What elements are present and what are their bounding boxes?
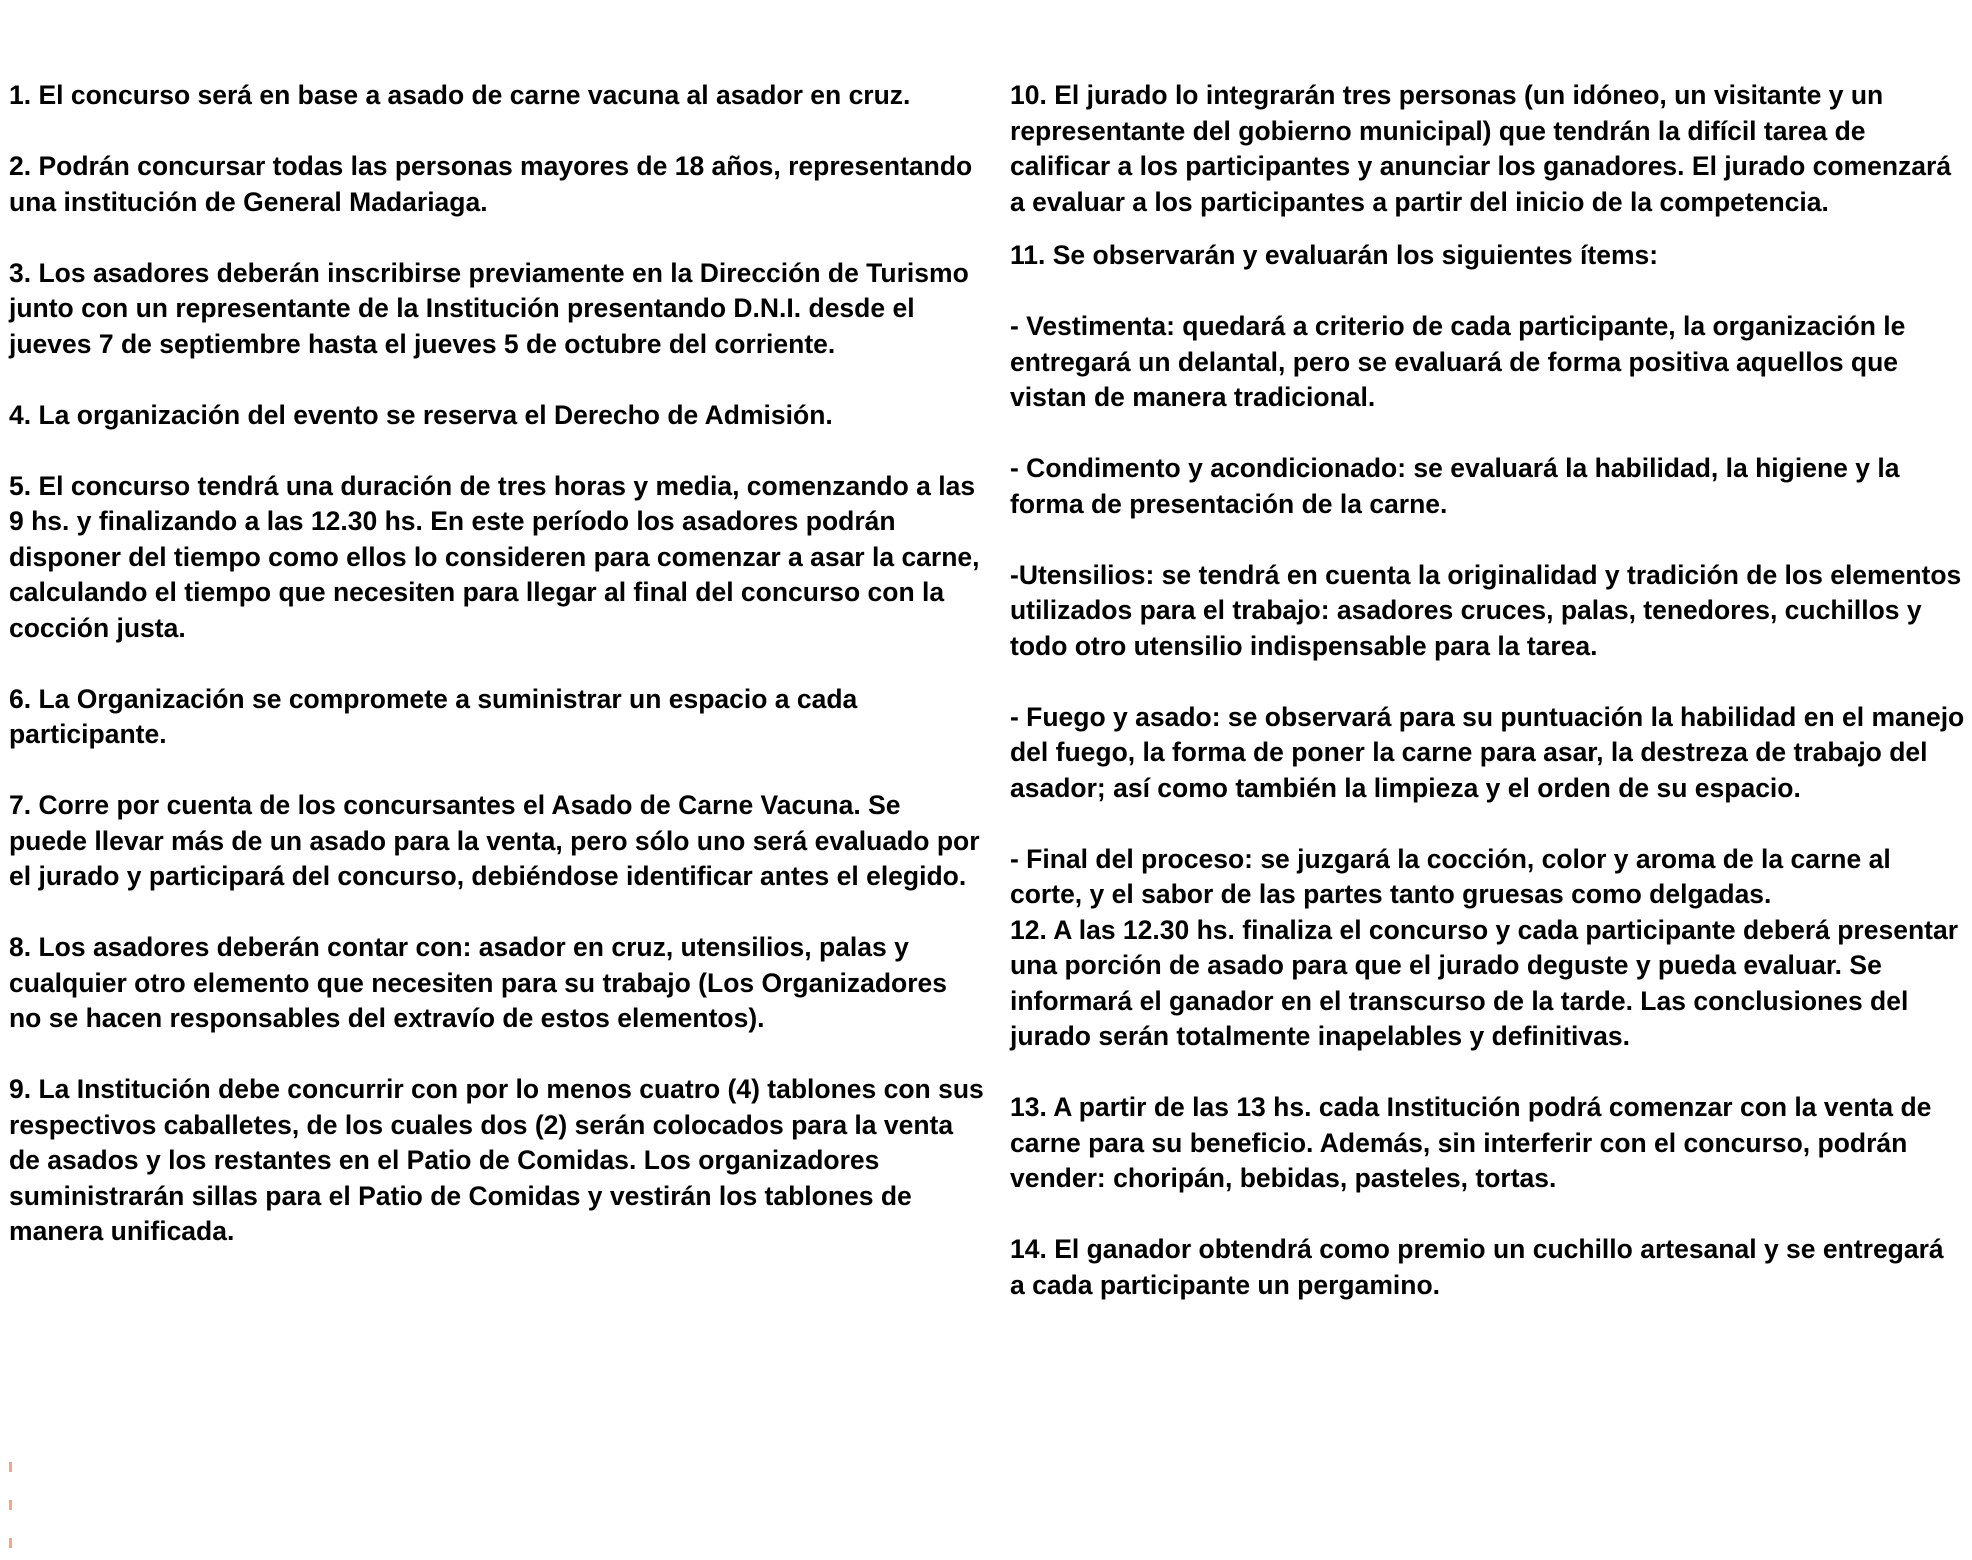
item-condimento: - Condimento y acondicionado: se evaluará la habilidad, la higiene y la forma de presentación de la carne. xyxy=(1010,453,1900,519)
item-vestimenta: - Vestimenta: quedará a criterio de cada participante, la organización le entregará un delantal, pero se evaluará de forma positiva aquellos que vistan de manera tradicional. xyxy=(1010,311,1906,412)
rule-9: 9. La Institución debe concurrir con por lo menos cuatro (4) tablones con sus respectivos caballetes, de los cuales dos (2) serán colocados para la venta de asados y los restantes en el Patio de Comidas. Los organizadores suministrarán sillas para el Patio de Comidas y vestirán los tablones de manera unificada. xyxy=(9,1074,984,1246)
rule-3: 3. Los asadores deberán inscribirse previamente en la Dirección de Turismo junto con un representante de la Institución presentando D.N.I. desde el jueves 7 de septiembre hasta el jueves 5 de octubre del corriente. xyxy=(9,257,969,359)
rule-12: 12. A las 12.30 hs. finaliza el concurso y cada participante deberá presentar una porción de asado para que el jurado deguste y pueda evaluar. Se informará el ganador en el transcurso de la tarde. Las conclusiones del jurado serán totalmente inapelables y definitivas. xyxy=(1010,914,1959,1051)
rule-6: 6. La Organización se compromete a suministrar un espacio a cada participante. xyxy=(9,683,858,749)
edge-mark xyxy=(9,1462,12,1472)
item-utensilios: -Utensilios: se tendrá en cuenta la originalidad y tradición de los elementos utilizados para el trabajo: asadores cruces, palas, tenedores, cuchillos y todo otro utensilio indispensable para la tarea. xyxy=(1010,559,1962,661)
rule-1: 1. El concurso será en base a asado de carne vacuna al asador en cruz. xyxy=(9,80,911,110)
rule-10: 10. El jurado lo integrarán tres personas (un idóneo, un visitante y un representante del gobierno municipal) que tendrán la difícil tarea de calificar a los participantes y anunciar los ganadores. El jurado comenzará a evaluar a los participantes a partir del inicio de la competencia. xyxy=(1010,80,1952,217)
rule-2: 2. Podrán concursar todas las personas mayores de 18 años, representando una institución de General Madariaga. xyxy=(9,151,973,217)
rule-5: 5. El concurso tendrá una duración de tres horas y media, comenzando a las 9 hs. y finalizando a las 12.30 hs. En este período los asadores podrán disponer del tiempo como ellos lo consideren para comenzar a asar la carne, calculando el tiempo que necesiten para llegar al final del concurso con la cocción justa. xyxy=(9,470,980,643)
rule-8: 8. Los asadores deberán contar con: asador en cruz, utensilios, palas y cualquier otro elemento que necesiten para su trabajo (Los Organizadores no se hacen responsables del extravío de estos elementos). xyxy=(9,932,948,1033)
rule-7: 7. Corre por cuenta de los concursantes el Asado de Carne Vacuna. Se puede llevar más de un asado para la venta, pero sólo uno será evaluado por el jurado y participará del concurso, debiéndose identificar antes el elegido. xyxy=(9,790,980,891)
rule-4: 4. La organización del evento se reserva el Derecho de Admisión. xyxy=(9,399,833,430)
edge-mark xyxy=(9,1538,12,1548)
rule-13: 13. A partir de las 13 hs. cada Institución podrá comenzar con la venta de carne para su beneficio. Además, sin interferir con el concurso, podrán vender: choripán, bebidas, pasteles, tortas. xyxy=(1010,1092,1932,1193)
right-column xyxy=(1010,78,1965,1339)
rule-11: 11. Se observarán y evaluarán los siguientes ítems: xyxy=(1010,240,1659,270)
rule-14: 14. El ganador obtendrá como premio un cuchillo artesanal y se entregará a cada participante un pergamino. xyxy=(1010,1234,1944,1300)
item-final-proceso: - Final del proceso: se juzgará la cocción, color y aroma de la carne al corte, y el sabor de las partes tanto gruesas como delgadas. xyxy=(1010,843,1891,909)
left-column xyxy=(9,78,984,1285)
edge-mark xyxy=(9,1500,12,1510)
item-fuego-asado: - Fuego y asado: se observará para su puntuación la habilidad en el manejo del fuego, la forma de poner la carne para asar, la destreza de trabajo del asador; así como también la limpieza y el orden de su espacio. xyxy=(1010,701,1965,803)
